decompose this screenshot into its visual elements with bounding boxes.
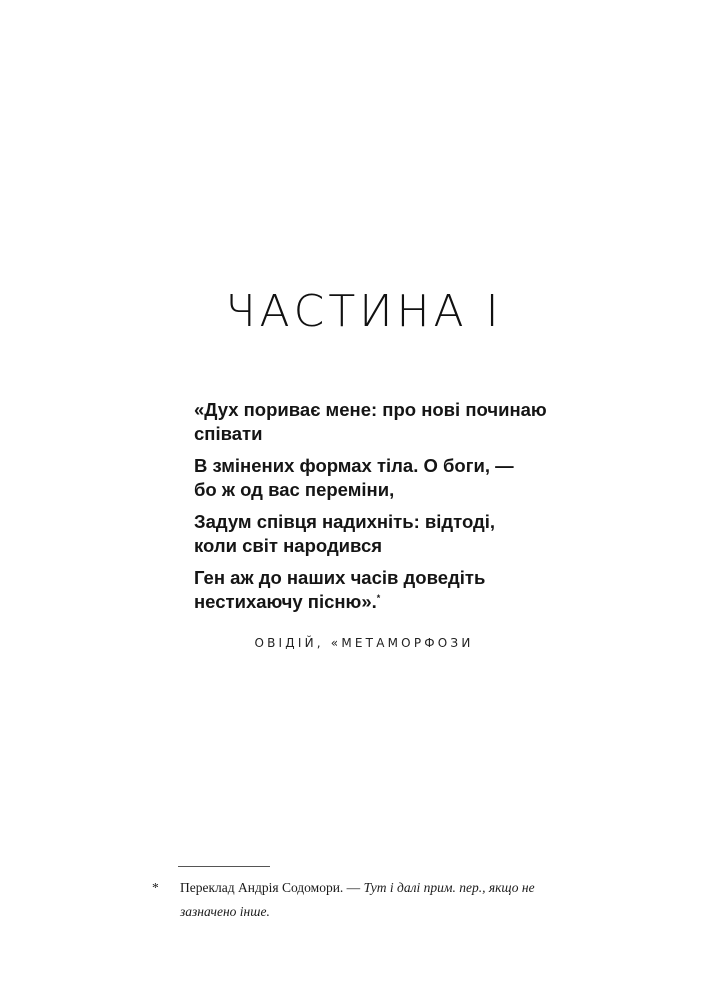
epigraph-couplet (194, 454, 614, 502)
epigraph-line: бо ж од вас переміни, (194, 479, 395, 500)
footnote-line-2: зазначено інше. (180, 904, 270, 919)
footnote-reference: * (376, 592, 381, 603)
part-title: ЧАСТИНА І (225, 286, 503, 337)
epigraph-couplet (194, 566, 614, 614)
epigraph-line-last (194, 590, 614, 614)
footnote-italic-text: Тут і далі прим. пер., якщо не (363, 880, 535, 895)
epigraph-line: нестихаючу пісню». (194, 591, 377, 612)
footnote (152, 876, 622, 924)
epigraph-line: Ген аж до наших часів доведіть (194, 567, 486, 588)
epigraph-couplet (194, 398, 614, 446)
epigraph-line: Задум співця надихніть: відтоді, (194, 511, 496, 532)
footnote-text: Переклад Андрія Содомори. — (180, 880, 364, 895)
footnote-divider (178, 866, 270, 867)
epigraph-line: співати (194, 423, 263, 444)
epigraph-line: «Дух пориває мене: про нові починаю (194, 399, 547, 420)
footnote-marker: * (152, 880, 159, 895)
epigraph-line: коли світ народився (194, 535, 383, 556)
epigraph (194, 398, 614, 614)
epigraph-couplet (194, 510, 614, 558)
epigraph-attribution: ОВІДІЙ, «МЕТАМОРФОЗИ (254, 636, 474, 650)
epigraph-line: В змінених формах тіла. О боги, — (194, 455, 514, 476)
footnote-line-1 (180, 876, 622, 900)
